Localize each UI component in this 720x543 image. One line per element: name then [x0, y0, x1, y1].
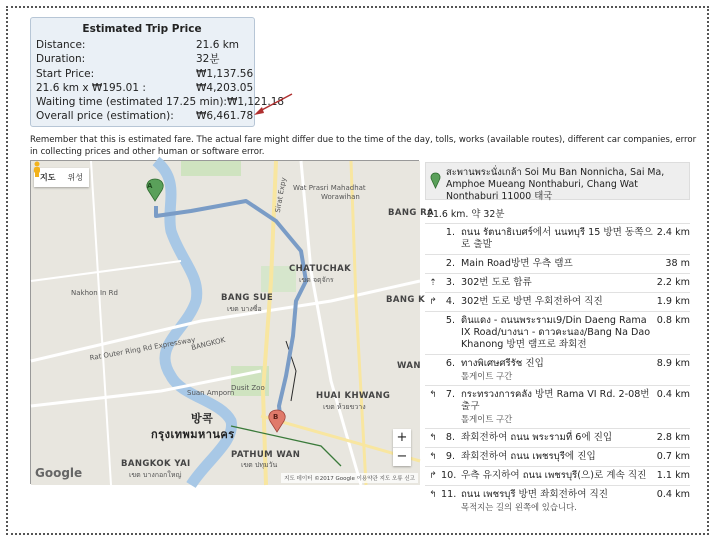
- step-instruction: [461, 358, 656, 382]
- step-text: 302번 도로 방면 우회전하여 직진: [461, 296, 603, 307]
- marker-a-label: A: [147, 182, 153, 190]
- step-distance: 2.8 km: [656, 432, 690, 443]
- direction-step[interactable]: [425, 254, 690, 273]
- directions-panel: [425, 162, 690, 516]
- direction-step[interactable]: [425, 354, 690, 385]
- price-row-value: 21.6 km: [196, 39, 240, 51]
- direction-step[interactable]: [425, 485, 690, 516]
- map-attribution[interactable]: 지도 데이터 ©2017 Google 이용약관 지도 오류 신고: [281, 473, 418, 483]
- step-instruction: [461, 389, 656, 425]
- step-distance: 2.4 km: [656, 227, 690, 238]
- map-label-huaikhwang: HUAI KHWANG: [316, 391, 391, 401]
- zoom-in-button[interactable]: +: [393, 429, 411, 448]
- map-label-bangsue: BANG SUE: [221, 293, 274, 303]
- map-label-nakhon: Nakhon In Rd: [71, 289, 118, 297]
- map-label-huaikhwang-th: เขต ห้วยขวาง: [323, 403, 366, 411]
- price-row: [36, 109, 254, 123]
- pegman-icon[interactable]: [31, 161, 43, 177]
- map-label-suan: Suan Amporn: [187, 389, 235, 397]
- step-distance: 0.8 km: [656, 315, 690, 326]
- map-label-wang: WAN: [397, 361, 421, 371]
- map-label-pathumwan-th: เขต ปทุมวัน: [241, 461, 278, 469]
- step-number: 9.: [445, 451, 455, 462]
- map-label-worawihan: Worawihan: [321, 193, 360, 201]
- destination-address: สะพานพระนั่งเกล้า Soi Mu Ban Nonnicha, Sai Ma, Amphoe Mueang Nonthaburi, Chang Wat Nonthaburi 11000 태국: [446, 167, 665, 202]
- step-distance: 1.9 km: [656, 296, 690, 307]
- price-row: [36, 52, 248, 66]
- step-number: 7.: [445, 389, 455, 400]
- step-instruction: [461, 451, 656, 463]
- price-title: Estimated Trip Price: [82, 23, 202, 35]
- direction-step[interactable]: [425, 385, 690, 428]
- marker-b-label: B: [273, 413, 279, 421]
- step-text: Main Road방면 우측 램프: [461, 258, 573, 269]
- direction-step[interactable]: [425, 447, 690, 466]
- step-text: ถนน รัตนาธิเบศร์에서 นนทบุรี 15 방면 동쪽으로 출발: [461, 227, 653, 250]
- pointer-arrow-icon: [252, 92, 296, 118]
- step-note: 목적지는 길의 왼쪽에 있습니다.: [461, 502, 577, 512]
- step-text: ถนน เพชรบุรี 방면 좌회전하여 직진: [461, 489, 609, 500]
- map-label-chatuchak: CHATUCHAK: [289, 264, 352, 274]
- map-label-krungthep: กรุงเทพมหานคร: [151, 428, 235, 441]
- step-instruction: [461, 277, 656, 289]
- price-row-value: ₩6,461.78: [196, 110, 254, 123]
- step-instruction: [461, 470, 656, 482]
- map-label-watprasri: Wat Prasri Mahadhat: [293, 184, 366, 192]
- map-label-chatuchak-th: เขต จตุจักร: [299, 276, 334, 284]
- direction-step[interactable]: [425, 311, 690, 354]
- price-row-label: 21.6 km x ₩195.01 :: [36, 81, 146, 94]
- price-row: [36, 67, 254, 81]
- direction-step[interactable]: [425, 273, 690, 292]
- step-text: 좌회전하여 ถนน พระรามที่ 6에 진입: [461, 432, 613, 443]
- step-distance: 0.4 km: [656, 489, 690, 500]
- direction-steps: [425, 223, 690, 516]
- step-instruction: [461, 432, 656, 444]
- step-text: 좌회전하여 ถนน เพชรบุรี에 진입: [461, 451, 596, 462]
- google-logo[interactable]: Google: [35, 466, 83, 480]
- marker-a-icon: [429, 172, 442, 192]
- map-label-bangkok: BANGKOK: [190, 335, 227, 353]
- map-label-bangkok-kr: 방콕: [191, 412, 214, 425]
- map-label-bangsue-th: เขต บางซื่อ: [227, 305, 262, 313]
- price-row-label: Waiting time (estimated 17.25 min):: [36, 96, 227, 109]
- route-map[interactable]: [30, 160, 435, 484]
- step-note: 톨게이트 구간: [461, 371, 513, 381]
- step-number: 11.: [441, 489, 457, 500]
- price-row: [36, 38, 248, 52]
- price-row-label: Start Price:: [36, 67, 95, 80]
- step-number: 1.: [445, 227, 455, 238]
- maneuver-icon: ↱: [429, 297, 437, 307]
- map-label-bangrak: BANG RA: [388, 208, 435, 218]
- direction-step[interactable]: [425, 292, 690, 311]
- map-label-sirat: Sirat Expy: [273, 176, 288, 214]
- map-label-pathumwan: PATHUM WAN: [231, 450, 301, 460]
- fare-disclaimer: Remember that this is estimated fare. The actual fare might differ due to the time of the day, tolls, works (available routes), different car companies, error in collecting prices and other human or software error.: [30, 135, 697, 157]
- map-label-bangk: BANG K: [386, 295, 426, 305]
- step-instruction: [461, 227, 656, 251]
- price-row-label: Overall price (estimation):: [36, 110, 174, 123]
- maneuver-icon: ↰: [429, 452, 437, 462]
- step-text: กระทรวงการคลัง 방면 Rama VI Rd. 2-08번 출구: [461, 389, 650, 412]
- price-summary-box: [30, 17, 285, 127]
- step-number: 3.: [445, 277, 455, 288]
- step-note: 톨게이트 구간: [461, 414, 513, 424]
- step-number: 2.: [445, 258, 455, 269]
- price-row-value: ₩4,203.05: [196, 81, 254, 94]
- maneuver-icon: ↱: [429, 471, 437, 481]
- step-number: 5.: [445, 315, 455, 326]
- direction-step[interactable]: [425, 223, 690, 254]
- direction-step[interactable]: [425, 428, 690, 447]
- step-text: 302번 도로 합류: [461, 277, 532, 288]
- step-number: 6.: [445, 358, 455, 369]
- step-text: 우측 유지하여 ถนน เพชรบุรี(으)로 계속 직진: [461, 470, 647, 481]
- route-summary: 21.6 km. 약 32분: [427, 209, 505, 220]
- price-row-label: Duration:: [36, 53, 86, 66]
- step-instruction: [461, 296, 656, 308]
- step-text: ทางพิเศษศรีรัช 진입: [461, 358, 544, 369]
- destination-header: [425, 162, 690, 200]
- step-distance: 38 m: [665, 258, 690, 269]
- step-instruction: [461, 315, 656, 351]
- step-distance: 8.9 km: [656, 358, 690, 369]
- maneuver-icon: ↰: [429, 390, 437, 400]
- map-label-bangkokyai: BANGKOK YAI: [121, 459, 191, 469]
- step-distance: 1.1 km: [656, 470, 690, 481]
- zoom-out-button[interactable]: −: [396, 449, 408, 464]
- step-instruction: [461, 489, 656, 513]
- maneuver-icon: ↰: [429, 490, 437, 500]
- map-label-dusit: Dusit Zoo: [231, 384, 265, 392]
- step-distance: 2.2 km: [656, 277, 690, 288]
- step-text: ดินแดง - ถนนพระรามเ9/Din Daeng Rama IX Road/บางนา - ดาวคะนอง/Bang Na Dao Khanong 방면 램프로 좌회전: [461, 315, 651, 350]
- step-instruction: [461, 258, 656, 270]
- map-label-bangkokyai-th: เขต บางกอกใหญ่: [129, 471, 182, 479]
- price-row: [36, 95, 285, 109]
- step-distance: 0.7 km: [656, 451, 690, 462]
- direction-step[interactable]: [425, 466, 690, 485]
- step-number: 10.: [441, 470, 457, 481]
- price-row-label: Distance:: [36, 39, 86, 51]
- price-row-value: 32분: [196, 53, 220, 66]
- step-number: 4.: [445, 296, 455, 307]
- price-row-value: ₩1,121.18: [226, 96, 285, 109]
- step-number: 8.: [445, 432, 455, 443]
- price-row: [36, 81, 254, 95]
- price-row-value: ₩1,137.56: [196, 67, 254, 80]
- zoom-control: [393, 429, 411, 466]
- step-distance: 0.4 km: [656, 389, 690, 400]
- map-type-map-button[interactable]: 지도: [40, 173, 56, 182]
- maneuver-icon: ↰: [429, 433, 437, 443]
- maneuver-icon: ⇡: [429, 278, 437, 288]
- map-type-satellite-button[interactable]: 위성: [67, 173, 83, 182]
- map-label-ratexp: Rat Outer Ring Rd Expressway: [89, 335, 196, 363]
